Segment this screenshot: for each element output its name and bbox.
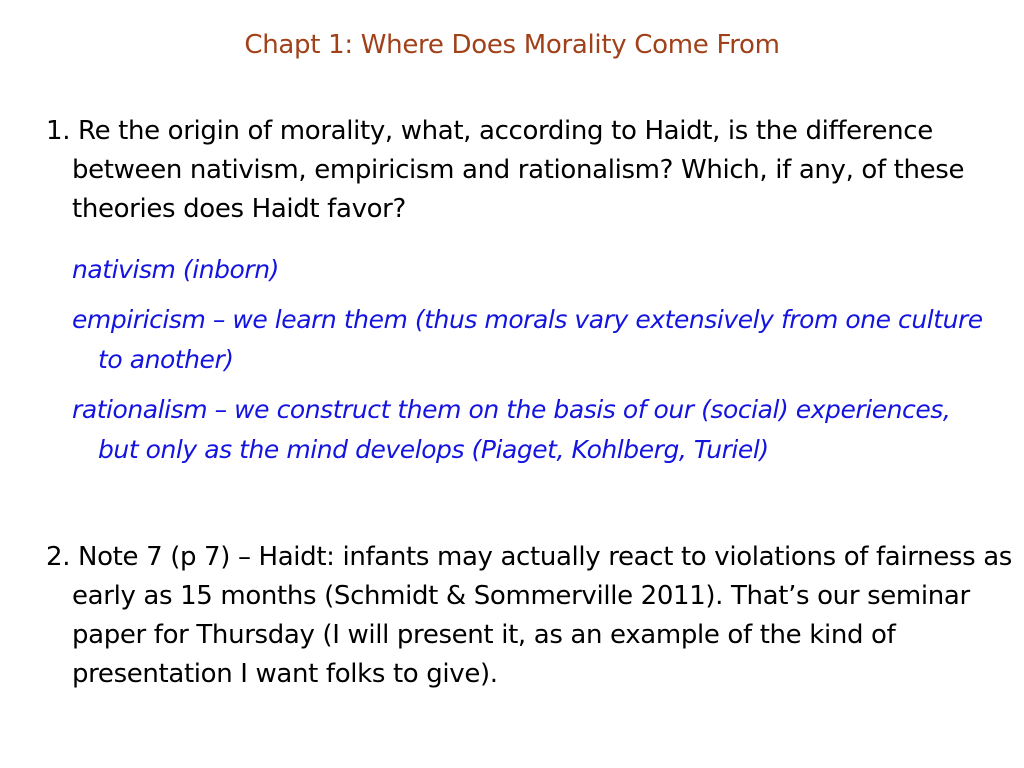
- answer-empiricism: empiricism – we learn them (thus morals vary extensively from one culture to another): [72, 305, 983, 374]
- question-1: 1. Re the origin of morality, what, according to Haidt, is the difference between nativism, empiricism and rationalism? Which, if any, of these theories does Haidt favor?: [46, 116, 965, 224]
- answer-nativism: nativism (inborn): [72, 255, 279, 284]
- question-2: 2. Note 7 (p 7) – Haidt: infants may actually react to violations of fairness as early as 15 months (Schmidt & Sommerville 2011). That’s our seminar paper for Thursday (I will present it, as an example of the kind of presentation I want folks to give).: [46, 542, 1012, 689]
- answer-rationalism: rationalism – we construct them on the basis of our (social) experiences, but only as the mind develops (Piaget, Kohlberg, Turiel): [72, 395, 951, 464]
- slide-title: Chapt 1: Where Does Morality Come From: [244, 30, 780, 60]
